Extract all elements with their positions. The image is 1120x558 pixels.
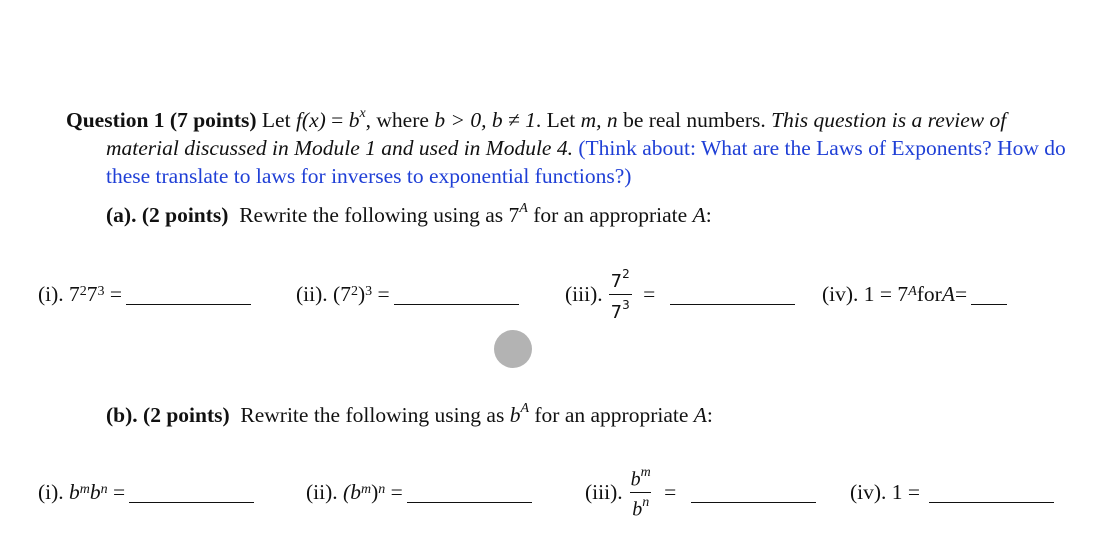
item-label: (i). (38, 479, 64, 504)
base: 7 (610, 270, 623, 292)
part-b-base: b (509, 403, 521, 428)
equals-sign: = (325, 108, 349, 133)
paren: ) (357, 281, 366, 306)
part-b-text: Rewrite the following using as (240, 403, 510, 428)
part-b-item-i (38, 462, 254, 522)
item-label: (i). (38, 281, 64, 306)
equals-sign: = (664, 479, 677, 504)
numerator (629, 463, 653, 492)
exponent: m (79, 482, 90, 497)
part-b-item-iv (850, 462, 1054, 522)
equals-sign: = (390, 479, 403, 504)
item-label: (iii). (565, 281, 603, 306)
bx-exponent: x (359, 106, 366, 121)
part-a-points: (2 points) (141, 203, 229, 228)
exponent: A (908, 284, 917, 299)
item-label: (iv). (850, 479, 887, 504)
base: 7 (69, 281, 80, 306)
part-a-item-iii (565, 264, 795, 324)
review-note: This question is a review of material discussed in Module 1 and used in Module 4. (106, 108, 1007, 161)
exponent: 3 (622, 297, 630, 312)
part-b-points: (2 points) (143, 403, 230, 428)
exponent: m (360, 482, 372, 497)
answer-blank[interactable] (971, 303, 1007, 305)
equals-sign: = (109, 281, 123, 306)
equals-sign: = (113, 479, 126, 504)
equals-sign: = (643, 281, 656, 306)
exponent: n (642, 494, 650, 510)
exponent: 3 (365, 284, 373, 299)
function-fx: f(x) (295, 108, 326, 133)
part-a-text-after: for an appropriate (527, 203, 693, 228)
question-1 (66, 102, 1076, 190)
answer-blank[interactable] (129, 501, 254, 503)
part-a-item-i (38, 264, 251, 324)
condition-text: b > 0, b ≠ 1 (434, 108, 536, 133)
exponent: n (100, 482, 108, 497)
base: b (630, 468, 641, 491)
answer-blank[interactable] (407, 501, 532, 503)
intro-let: Let (261, 108, 291, 133)
think-about-note: (Think about: What are the Laws of Exponents? How do these translate to laws for inverses to exponential functions?) (106, 136, 1066, 189)
base: b (632, 498, 643, 521)
base: 7 (610, 301, 623, 323)
answer-blank[interactable] (691, 501, 816, 503)
part-a-colon: : (705, 203, 712, 228)
for-text: for (916, 281, 942, 306)
let-text: . Let (535, 108, 581, 133)
part-b-label: (b). (106, 403, 138, 428)
question-heading: Question 1 (7 points) (66, 108, 257, 133)
part-b-colon: : (706, 403, 713, 428)
part-a-label: (a). (106, 203, 137, 228)
equals-sign: = (954, 281, 968, 306)
item-label: (iv). (822, 281, 859, 306)
paren: ) (371, 479, 379, 504)
exponent: 2 (622, 266, 630, 281)
question-paragraph (66, 102, 1076, 190)
mn-vars: m, n (580, 108, 618, 133)
part-b-var: A (693, 403, 707, 428)
part-b-item-ii (306, 462, 532, 522)
real-numbers-text: be real numbers. (617, 108, 772, 133)
part-a-text: Rewrite the following using as (239, 203, 509, 228)
exponent: n (378, 482, 386, 497)
expression: 1 = (891, 479, 921, 504)
base: b (69, 479, 80, 504)
equals-sign: = (377, 281, 390, 306)
where-text: , where (365, 108, 435, 133)
part-a-exp: A (519, 201, 528, 216)
part-a-instruction (106, 197, 712, 229)
var: A (941, 281, 955, 306)
part-a-var: A (692, 203, 706, 228)
base: (b (343, 479, 361, 504)
fraction (609, 264, 632, 325)
part-b-text-after: for an appropriate (529, 403, 694, 428)
exponent: 3 (97, 284, 105, 299)
answer-blank[interactable] (670, 303, 795, 305)
fraction (629, 463, 653, 521)
exponent: 2 (79, 284, 87, 299)
base: (7 (333, 281, 351, 306)
part-a-item-ii (296, 264, 519, 324)
base: b (89, 479, 101, 504)
exponent: m (640, 464, 651, 480)
base: 7 (86, 281, 98, 306)
part-a-item-iv (822, 264, 1007, 324)
bx-base: b (348, 108, 360, 133)
numerator (609, 264, 632, 294)
item-label: (iii). (585, 479, 623, 504)
part-b-instruction (106, 397, 713, 429)
denominator (609, 294, 632, 325)
answer-blank[interactable] (929, 501, 1054, 503)
answer-blank[interactable] (394, 303, 519, 305)
answer-blank[interactable] (126, 303, 251, 305)
exponent: 2 (350, 284, 358, 299)
part-b-item-iii (585, 462, 816, 522)
item-label: (ii). (306, 479, 338, 504)
item-label: (ii). (296, 281, 328, 306)
cursor-dot (494, 330, 532, 368)
denominator (630, 492, 651, 522)
part-b-exp: A (520, 401, 530, 416)
part-a-base: 7 (508, 203, 520, 228)
expression: 1 = 7 (863, 281, 909, 306)
